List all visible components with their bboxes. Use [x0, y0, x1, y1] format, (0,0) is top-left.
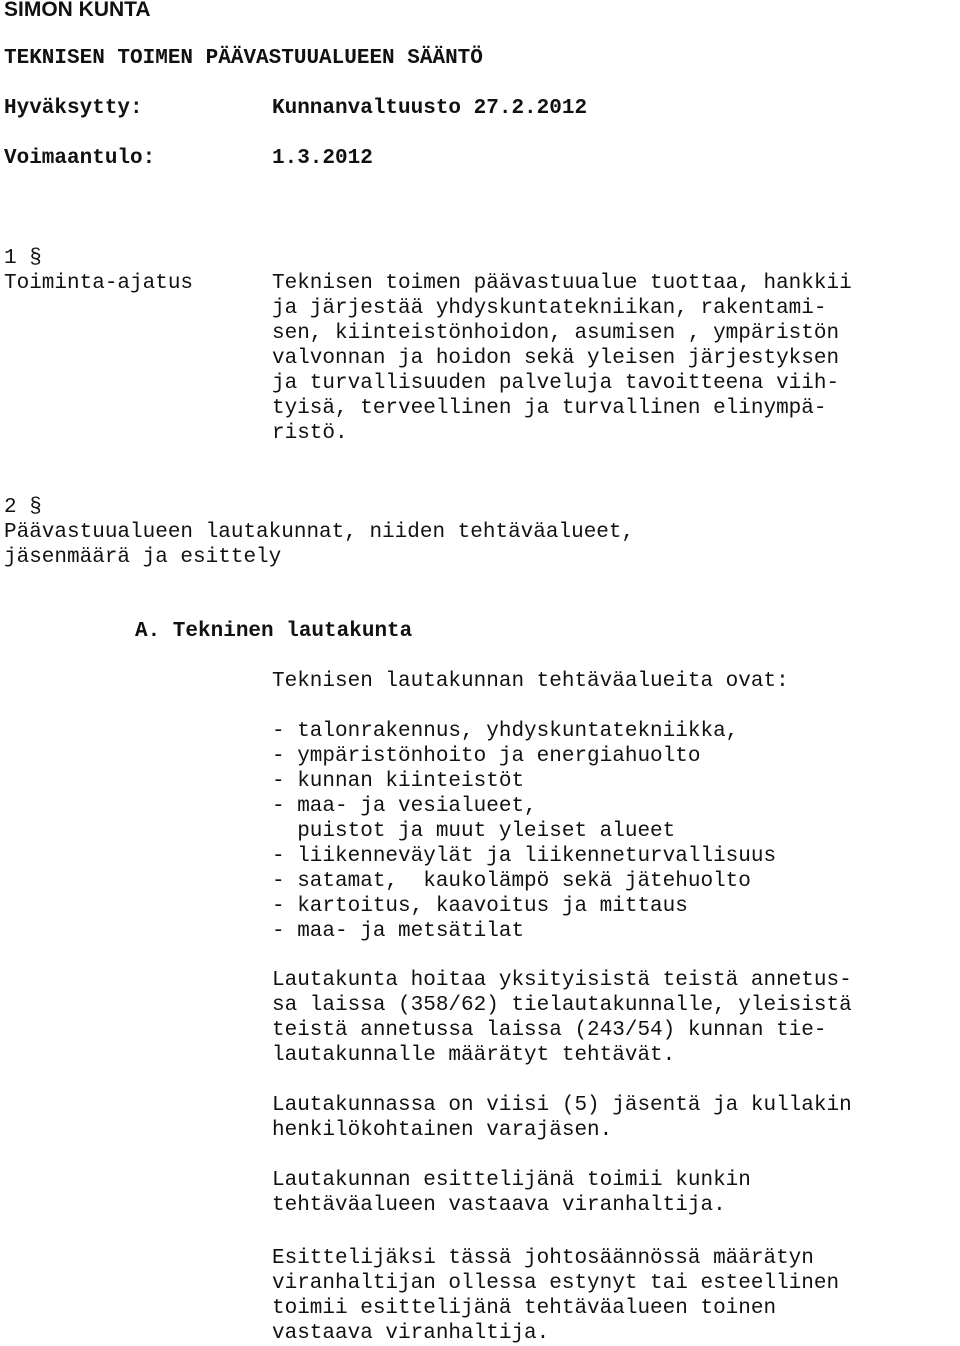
section-2-number: 2 § — [4, 496, 42, 519]
section-2-heading-line: Päävastuualueen lautakunnat, niiden tehtäväalueet, — [4, 521, 635, 544]
document-title: TEKNISEN TOIMEN PÄÄVASTUUALUEEN SÄÄNTÖ — [4, 47, 483, 70]
section-1-body-line: valvonnan ja hoidon sekä yleisen järjestyksen — [272, 347, 840, 370]
paragraph-2-line: henkilökohtainen varajäsen. — [272, 1119, 613, 1142]
paragraph-3-line: Lautakunnan esittelijänä toimii kunkin — [272, 1169, 751, 1192]
paragraph-4-line: toimii esittelijänä tehtäväalueen toinen — [272, 1297, 777, 1320]
paragraph-3-line: tehtäväalueen vastaava viranhaltija. — [272, 1194, 726, 1217]
task-list-item: - maa- ja vesialueet, — [272, 795, 537, 818]
section-1-body-line: ja järjestää yhdyskuntatekniikan, rakentami- — [272, 297, 827, 320]
municipality-name: SIMON KUNTA — [4, 0, 151, 21]
effective-value: 1.3.2012 — [272, 147, 373, 170]
paragraph-1-line: sa laissa (358/62) tielautakunnalle, yleisistä — [272, 994, 852, 1017]
section-1-body-line: ja turvallisuuden palveluja tavoitteena viih- — [272, 372, 840, 395]
task-list-item: - kunnan kiinteistöt — [272, 770, 525, 793]
tasks-intro: Teknisen lautakunnan tehtäväalueita ovat: — [272, 670, 789, 693]
section-1-heading: Toiminta-ajatus — [4, 272, 194, 295]
section-1-body-line: tyisä, terveellinen ja turvallinen elinympä- — [272, 397, 827, 420]
paragraph-4-line: vastaava viranhaltija. — [272, 1322, 550, 1345]
paragraph-4-line: viranhaltijan ollessa estynyt tai esteellinen — [272, 1272, 840, 1295]
section-1-body-line: ristö. — [272, 422, 348, 445]
section-2-heading-line: jäsenmäärä ja esittely — [4, 546, 282, 569]
section-1-body-line: sen, kiinteistönhoidon, asumisen , ympäristön — [272, 322, 840, 345]
paragraph-4-line: Esittelijäksi tässä johtosäännössä määrätyn — [272, 1247, 814, 1270]
approved-value: Kunnanvaltuusto 27.2.2012 — [272, 97, 588, 120]
task-list-item: - ympäristönhoito ja energiahuolto — [272, 745, 701, 768]
task-list-item: puistot ja muut yleiset alueet — [272, 820, 676, 843]
section-1-body-line: Teknisen toimen päävastuualue tuottaa, hankkii — [272, 272, 852, 295]
task-list-item: - talonrakennus, yhdyskuntatekniikka, — [272, 720, 739, 743]
task-list-item: - liikenneväylät ja liikenneturvallisuus — [272, 845, 777, 868]
subsection-title: A. Tekninen lautakunta — [135, 620, 413, 643]
section-1-number: 1 § — [4, 247, 42, 270]
task-list-item: - maa- ja metsätilat — [272, 920, 525, 943]
paragraph-2-line: Lautakunnassa on viisi (5) jäsentä ja kullakin — [272, 1094, 852, 1117]
task-list-item: - kartoitus, kaavoitus ja mittaus — [272, 895, 688, 918]
paragraph-1-line: teistä annetussa laissa (243/54) kunnan tie- — [272, 1019, 827, 1042]
approved-label: Hyväksytty: — [4, 97, 143, 120]
paragraph-1-line: lautakunnalle määrätyt tehtävät. — [272, 1044, 676, 1067]
effective-label: Voimaantulo: — [4, 147, 156, 170]
task-list-item: - satamat, kaukolämpö sekä jätehuolto — [272, 870, 751, 893]
paragraph-1-line: Lautakunta hoitaa yksityisistä teistä annetus- — [272, 969, 852, 992]
